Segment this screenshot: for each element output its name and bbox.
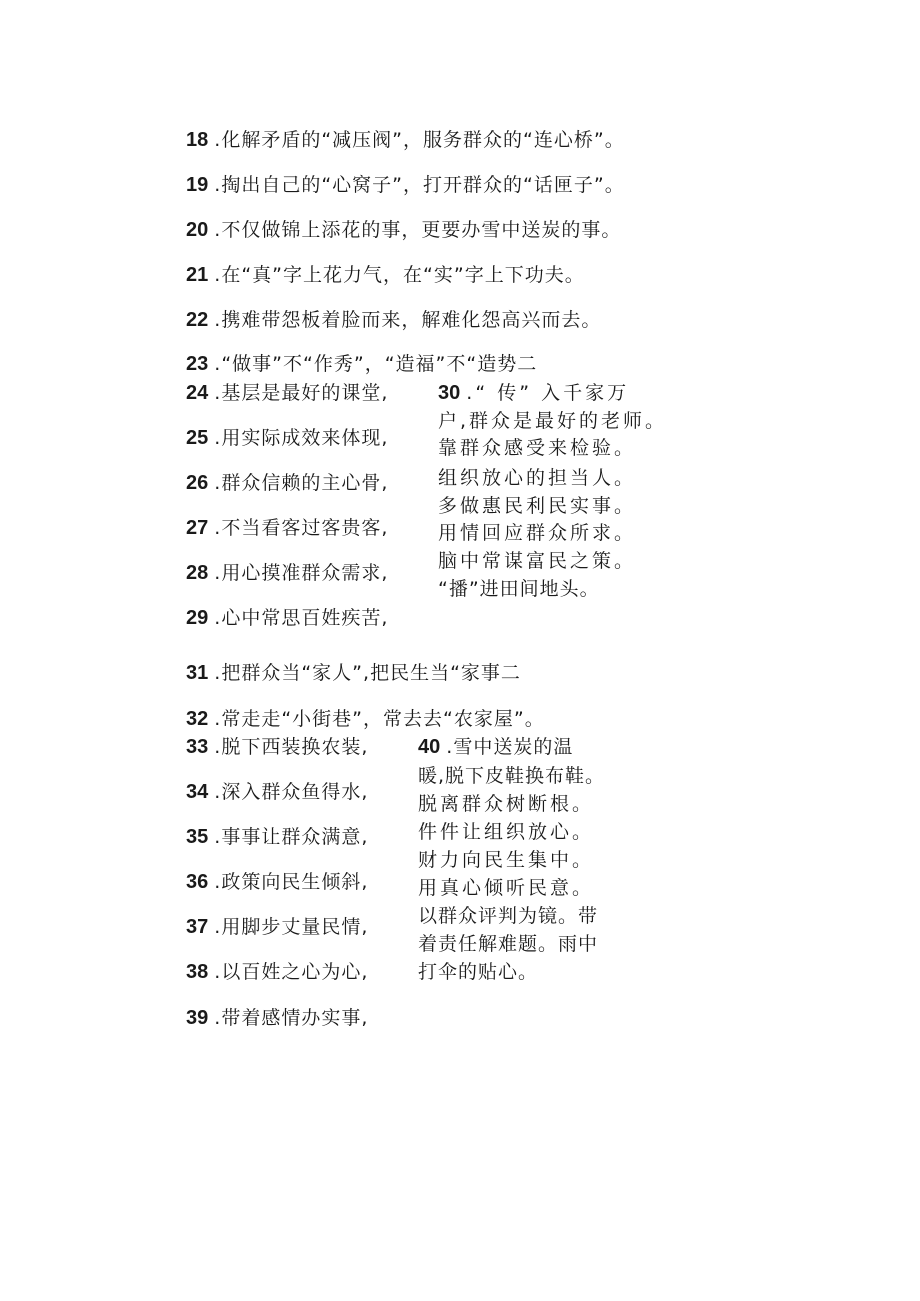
item-text: .政策向民生倾斜,: [214, 871, 369, 893]
item-text: .“ 传” 入千家万: [466, 382, 630, 404]
list-item: [186, 825, 368, 849]
column-b-line: 件件让组织放心。: [418, 821, 595, 843]
item-text: .以百姓之心为心,: [214, 961, 369, 983]
column-a-line: 组织放心的担当人。: [438, 467, 637, 489]
list-item: [186, 707, 545, 731]
list-item: [186, 173, 625, 197]
column-b-line: 打伞的贴心。: [418, 961, 539, 983]
item-number: 37: [186, 916, 209, 938]
column-a-line: 用情回应群众所求。: [438, 522, 637, 544]
item-number: 28: [186, 562, 209, 584]
item-text: .用实际成效来体现,: [214, 427, 389, 449]
list-item: [186, 352, 537, 376]
list-item: [186, 516, 388, 540]
item-text: .化解矛盾的“减压阀”，服务群众的“连心桥”。: [214, 129, 625, 151]
list-item: [186, 308, 601, 332]
item-text: .“做事”不“作秀”，“造福”不“造势二: [214, 353, 538, 375]
item-text: .群众信赖的主心骨,: [214, 472, 389, 494]
list-item: [186, 606, 388, 630]
item-number: 32: [186, 708, 209, 730]
item-number: 30: [438, 382, 461, 404]
item-text: .深入群众鱼得水,: [214, 781, 369, 803]
column-b-head: [418, 735, 573, 759]
list-item: [186, 471, 388, 495]
list-item: [186, 128, 625, 152]
column-a-line: “播”进田间地头。: [438, 578, 600, 600]
item-number: 21: [186, 264, 209, 286]
item-text: .不仅做锦上添花的事，更要办雪中送炭的事。: [214, 219, 622, 241]
column-b-line: 着责任解难题。雨中: [418, 933, 599, 955]
item-number: 20: [186, 219, 209, 241]
column-a-head: [438, 381, 629, 405]
item-number: 36: [186, 871, 209, 893]
item-number: 38: [186, 961, 209, 983]
item-text: .不当看客过客贵客,: [214, 517, 389, 539]
item-number: 18: [186, 129, 209, 151]
list-item: [186, 870, 368, 894]
item-text: .常走走“小街巷”，常去去“农家屋”。: [214, 708, 545, 730]
item-text: .在“真”字上花力气，在“实”字上下功夫。: [214, 264, 585, 286]
column-a-line: 脑中常谋富民之策。: [438, 550, 637, 572]
column-a-line: 户,群众是最好的老师。: [438, 410, 668, 432]
item-number: 24: [186, 382, 209, 404]
column-a-line: 靠群众感受来检验。: [438, 437, 637, 459]
list-item: [186, 960, 368, 984]
column-a-line: 多做惠民利民实事。: [438, 495, 637, 517]
item-text: .事事让群众满意,: [214, 826, 369, 848]
list-item: [186, 381, 388, 405]
item-number: 34: [186, 781, 209, 803]
item-text: .用脚步丈量民情,: [214, 916, 369, 938]
column-b-line: 暖,脱下皮鞋换布鞋。: [418, 765, 606, 787]
item-text: .把群众当“家人”,把民生当“家事二: [214, 662, 521, 684]
item-text: .雪中送炭的温: [446, 736, 574, 758]
list-item: [186, 915, 368, 939]
item-number: 23: [186, 353, 209, 375]
column-b-line: 以群众评判为镜。带: [418, 905, 599, 927]
list-item: [186, 426, 388, 450]
item-number: 27: [186, 517, 209, 539]
item-number: 35: [186, 826, 209, 848]
item-number: 29: [186, 607, 209, 629]
item-number: 31: [186, 662, 209, 684]
item-text: .心中常思百姓疾苦,: [214, 607, 389, 629]
list-item: [186, 661, 521, 685]
item-number: 25: [186, 427, 209, 449]
list-item: [186, 561, 388, 585]
item-text: .带着感情办实事,: [214, 1007, 369, 1029]
item-text: .用心摸准群众需求,: [214, 562, 389, 584]
item-number: 22: [186, 309, 209, 331]
list-item: [186, 263, 585, 287]
item-number: 40: [418, 736, 441, 758]
column-b-line: 用真心倾听民意。: [418, 877, 595, 899]
item-text: .基层是最好的课堂,: [214, 382, 389, 404]
item-text: .掏出自己的“心窝子”，打开群众的“话匣子”。: [214, 174, 625, 196]
item-number: 33: [186, 736, 209, 758]
item-number: 19: [186, 174, 209, 196]
column-b-line: 财力向民生集中。: [418, 849, 595, 871]
item-number: 26: [186, 472, 209, 494]
column-b-line: 脱离群众树断根。: [418, 793, 595, 815]
list-item: [186, 735, 368, 759]
item-text: .携难带怨板着脸而来，解难化怨高兴而去。: [214, 309, 602, 331]
list-item: [186, 780, 368, 804]
item-text: .脱下西装换农装,: [214, 736, 369, 758]
item-number: 39: [186, 1007, 209, 1029]
list-item: [186, 1006, 368, 1030]
list-item: [186, 218, 621, 242]
